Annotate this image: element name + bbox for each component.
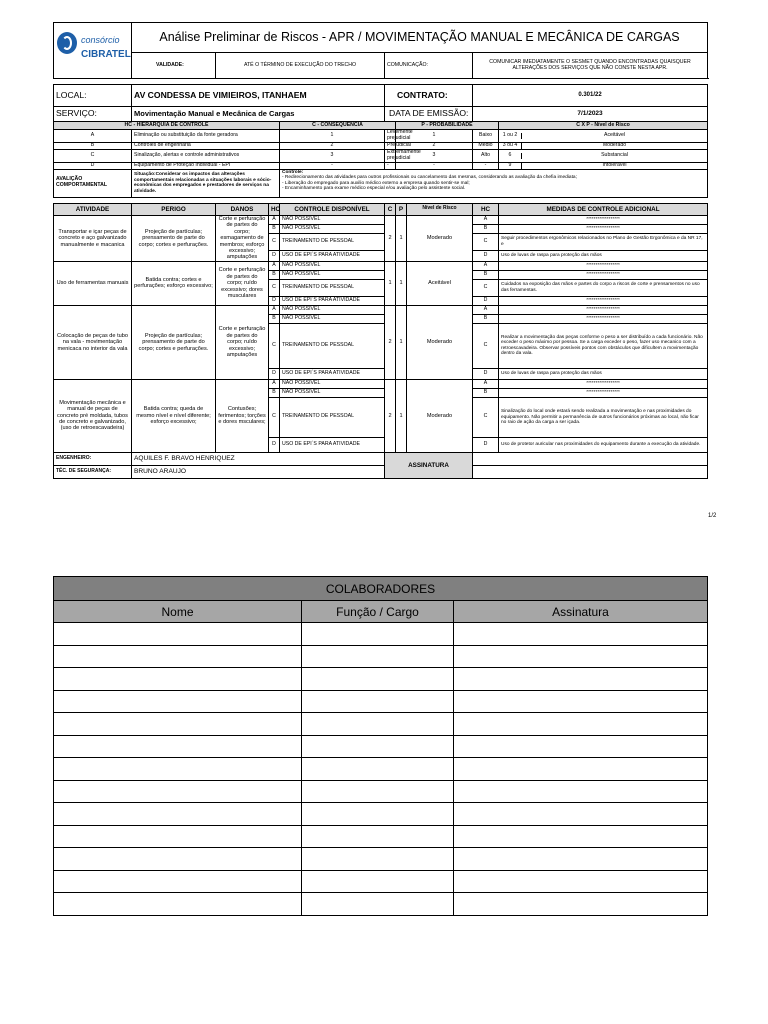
activity-nivel: Moderado: [407, 215, 473, 261]
colaborador-funcao-cell[interactable]: [302, 825, 454, 848]
legend-cxp: [499, 149, 708, 162]
control-text: USO DE EPI´S PARA ATIVIDADE: [280, 296, 385, 305]
local-label: LOCAL:: [54, 85, 132, 107]
colaborador-nome-cell[interactable]: [54, 690, 302, 713]
legend-cxp: [499, 142, 708, 149]
colaborador-funcao-cell[interactable]: [302, 758, 454, 781]
legend-cxp-code: 1 ou 2: [499, 133, 522, 139]
engenheiro-label: ENGENHEIRO:: [54, 452, 132, 465]
colaborador-row: [54, 713, 708, 736]
colaborador-row: [54, 735, 708, 758]
controle-line: - Liberação do empregado para auxilio médico externo a empresa quando sentir-se mal;: [282, 180, 470, 186]
control-text: NÃO POSSÍVEL: [280, 305, 385, 314]
legend-p-desc: Médio: [473, 142, 499, 149]
control-hc: B: [269, 388, 280, 397]
legend-cxp: [499, 162, 708, 169]
measure-text: Uso de luvas de raspa para proteção das mãos: [499, 368, 708, 379]
legend-cxp-desc: Intolerável: [602, 161, 627, 168]
legend-cxp-code: 6: [499, 153, 522, 159]
colaborador-assinatura-cell[interactable]: [454, 848, 708, 871]
colaborador-assinatura-cell[interactable]: [454, 623, 708, 646]
colaborador-assinatura-cell[interactable]: [454, 645, 708, 668]
colaborador-funcao-cell[interactable]: [302, 893, 454, 916]
colaborador-assinatura-cell[interactable]: [454, 713, 708, 736]
assinatura-engenheiro[interactable]: [473, 452, 708, 465]
activity-atividade: Transportar e içar peças de concreto e aço galvanizado manualmente e macanica: [54, 215, 132, 261]
col-assinatura: Assinatura: [454, 601, 708, 623]
legend-cxp-code: 3 ou 4: [499, 143, 522, 149]
control-text: TREINAMENTO DE PESSOAL: [280, 279, 385, 296]
measure-hc: B: [473, 270, 499, 279]
measure-text: ******************: [499, 314, 708, 323]
activity-c: 2: [385, 379, 396, 452]
measure-hc: D: [473, 250, 499, 261]
legend-hc-desc: Controles de engenharia: [132, 142, 280, 149]
colaborador-row: [54, 758, 708, 781]
activity-perigo: Batida contra; cortes e perfurações; esforço excessivo;: [132, 261, 216, 305]
measure-hc: D: [473, 296, 499, 305]
legend-c-code: -: [280, 162, 385, 169]
measure-text: ******************: [499, 270, 708, 279]
activity-atividade: Uso de ferramentas manuais: [54, 261, 132, 305]
measure-text: Cuidados na exposição das mãos e partes do corpo a riscos de corte e prensamentos no uso das ferramentas.: [499, 279, 708, 296]
control-hc: C: [269, 279, 280, 296]
measure-hc: B: [473, 224, 499, 233]
control-hc: A: [269, 215, 280, 224]
activity-danos: Corte e perfuração de partes do corpo; esmagamento de membros; esforço excessivo; amputações: [216, 215, 269, 261]
colaborador-funcao-cell[interactable]: [302, 623, 454, 646]
colaborador-funcao-cell[interactable]: [302, 870, 454, 893]
legend-cxp-desc: Aceitável: [603, 131, 626, 138]
control-text: USO DE EPI´S PARA ATIVIDADE: [280, 368, 385, 379]
col-perigo: PERIGO: [132, 203, 216, 215]
colaborador-funcao-cell[interactable]: [302, 690, 454, 713]
activity-danos: Corte e perfuração de partes do corpo; ruído excessivo; amputações: [216, 305, 269, 379]
control-hc: D: [269, 296, 280, 305]
control-hc: C: [269, 397, 280, 437]
activity-c: 1: [385, 261, 396, 305]
contrato-value: 0.301/22: [473, 85, 708, 107]
colaborador-funcao-cell[interactable]: [302, 713, 454, 736]
measure-hc: A: [473, 305, 499, 314]
globe-icon: [57, 32, 77, 54]
legend-c-desc: -: [385, 162, 396, 169]
control-hc: B: [269, 270, 280, 279]
legend-p-code: 3: [396, 149, 473, 162]
measure-hc: C: [473, 323, 499, 368]
logo-cell: [54, 23, 132, 79]
legend-cxp-desc: Moderado: [602, 141, 627, 148]
legend-p-desc: Baixo: [473, 130, 499, 143]
colaborador-nome-cell[interactable]: [54, 870, 302, 893]
control-hc: A: [269, 379, 280, 388]
control-hc: D: [269, 368, 280, 379]
colaborador-row: [54, 690, 708, 713]
colaborador-assinatura-cell[interactable]: [454, 668, 708, 691]
measure-hc: D: [473, 368, 499, 379]
col-hc-adicional: HC: [473, 203, 499, 215]
measure-text: Seguir procedimentos ergonômicos relacionados no Plano de Gestão Ergonômica e da NR 17, e: [499, 233, 708, 250]
tecnico-label: TÉC. DE SEGURANÇA:: [54, 465, 132, 478]
emissao-value: 7/1/2023: [473, 107, 708, 122]
document-title: Análise Preliminar de Riscos - APR / MOVIMENTAÇÃO MANUAL E MECÂNICA DE CARGAS: [132, 23, 708, 53]
legend-cxp-desc: Substancial: [601, 151, 628, 158]
activity-perigo: Projeção de partículas; prensamento de parte do corpo; cortes e perfurações.: [132, 305, 216, 379]
measure-text: ******************: [499, 388, 708, 397]
tecnico-value: BRUNO ARAUJO: [132, 465, 385, 478]
legend-hc-code: B: [54, 142, 132, 149]
activity-p: 1: [396, 379, 407, 452]
colaborador-assinatura-cell[interactable]: [454, 735, 708, 758]
col-nivel: Nível de Risco: [407, 203, 473, 215]
validade-value: ATÉ O TÉRMINO DE EXECUÇÃO DO TRECHO: [216, 53, 385, 79]
legend-hc-desc: Eliminação ou substituição da fonte geradora: [132, 130, 280, 143]
colaborador-nome-cell[interactable]: [54, 825, 302, 848]
col-controle: CONTROLE DISPONÍVEL: [280, 203, 385, 215]
measure-hc: A: [473, 261, 499, 270]
consorcio-cibratel-logo: [54, 24, 131, 78]
legend-cxp: [499, 130, 708, 143]
colaborador-nome-cell[interactable]: [54, 735, 302, 758]
comunicacao-label: COMUNICAÇÃO:: [385, 53, 473, 79]
control-text: TREINAMENTO DE PESSOAL: [280, 397, 385, 437]
activity-atividade: Movimentação mecânica e manual de peças de concreto pré moldada, tubos de concreto e galvanizado, (uso de retroescavadeira): [54, 379, 132, 452]
control-text: NÃO POSSÍVEL: [280, 388, 385, 397]
colaborador-assinatura-cell[interactable]: [454, 825, 708, 848]
measure-text: Realizar a movimentação das peças conforme o peso a ser distribuído a cada funcionário. Não exceder o peso máximo por pessoa. Se a carga exceder o peso, fazer uso mecanico com a retroescavadeira. Observar possíveis pontos com obstáculos que dificultem a movimentação dentro da vala.: [499, 323, 708, 368]
controle-line: - Redirecionamento das atividades para outros profissionais ou cancelamento das mesmas, considerando as avaliação da chefia imediata;: [282, 175, 577, 181]
legend-p-code: 2: [396, 142, 473, 149]
control-text: NÃO POSSÍVEL: [280, 379, 385, 388]
measure-hc: C: [473, 397, 499, 437]
activity-c: 2: [385, 305, 396, 379]
control-text: NÃO POSSÍVEL: [280, 224, 385, 233]
colaborador-row: [54, 825, 708, 848]
legend-hc-desc: Sinalização, alertas e controle administrativos: [132, 149, 280, 162]
measure-text: ******************: [499, 296, 708, 305]
colaborador-row: [54, 780, 708, 803]
legend-c-code: 2: [280, 142, 385, 149]
col-nome: Nome: [54, 601, 302, 623]
activity-nivel: Moderado: [407, 305, 473, 379]
measure-hc: C: [473, 233, 499, 250]
servico-label: SERVIÇO:: [54, 107, 132, 122]
colaborador-row: [54, 623, 708, 646]
colaborador-funcao-cell[interactable]: [302, 735, 454, 758]
control-hc: C: [269, 323, 280, 368]
measure-hc: C: [473, 279, 499, 296]
col-medidas: MEDIDAS DE CONTROLE ADICIONAL: [499, 203, 708, 215]
legend-hc-code: A: [54, 130, 132, 143]
colaborador-nome-cell[interactable]: [54, 758, 302, 781]
activity-p: 1: [396, 215, 407, 261]
control-text: USO DE EPI´S PARA ATIVIDADE: [280, 437, 385, 452]
colaborador-assinatura-cell[interactable]: [454, 803, 708, 826]
measure-text: Sinalização do local onde estará sendo realizada a movimentação e nas proximidades do equipamento. Não permitir a permanência de outros funcionários próximas ao local, não ficar no raio de ação da carga a ser içada.: [499, 397, 708, 437]
activity-perigo: Projeção de partículas; prensamento de parte do corpo; cortes e perfurações.: [132, 215, 216, 261]
control-text: NÃO POSSÍVEL: [280, 314, 385, 323]
colaborador-nome-cell[interactable]: [54, 893, 302, 916]
hc-title: HC - HIERARQUIA DE CONTROLE: [54, 122, 280, 130]
legend-hc-code: C: [54, 149, 132, 162]
measure-hc: B: [473, 388, 499, 397]
cxp-title: C X P - Nível de Risco: [499, 122, 708, 130]
emissao-label: DATA DE EMISSÃO:: [385, 107, 473, 122]
control-hc: D: [269, 250, 280, 261]
col-p: P: [396, 203, 407, 215]
colaborador-nome-cell[interactable]: [54, 848, 302, 871]
legend-c-desc: Prejudicial: [385, 142, 396, 149]
validade-label: VALIDADE:: [132, 53, 216, 79]
colaborador-assinatura-cell[interactable]: [454, 780, 708, 803]
colaborador-funcao-cell[interactable]: [302, 780, 454, 803]
activity-nivel: Aceitável: [407, 261, 473, 305]
control-hc: D: [269, 437, 280, 452]
activity-p: 1: [396, 305, 407, 379]
measure-text: ******************: [499, 261, 708, 270]
colaborador-nome-cell[interactable]: [54, 645, 302, 668]
colaborador-nome-cell[interactable]: [54, 803, 302, 826]
measure-text: Uso de luvas de raspa para proteção das mãos: [499, 250, 708, 261]
activity-danos: Contusões; ferimentos; torções e dores msculares;: [216, 379, 269, 452]
legend-c-code: 1: [280, 130, 385, 143]
control-hc: B: [269, 224, 280, 233]
colaborador-funcao-cell[interactable]: [302, 645, 454, 668]
legend-c-code: 3: [280, 149, 385, 162]
legend-hc-desc: Equipamento de Proteção Individual - EPI: [132, 162, 280, 169]
control-text: TREINAMENTO DE PESSOAL: [280, 323, 385, 368]
engenheiro-value: AQUILES F. BRAVO HENRIQUEZ: [132, 452, 385, 465]
measure-hc: B: [473, 314, 499, 323]
measure-text: ******************: [499, 379, 708, 388]
colaborador-assinatura-cell[interactable]: [454, 758, 708, 781]
brand-line1: consórcio: [81, 34, 120, 45]
assinatura-label: ASSINATURA: [385, 452, 473, 478]
activity-c: 2: [385, 215, 396, 261]
col-c: C: [385, 203, 396, 215]
colaboradores-title: COLABORADORES: [54, 577, 708, 601]
apr-form: [53, 22, 708, 479]
colaborador-nome-cell[interactable]: [54, 713, 302, 736]
contrato-label: CONTRATO:: [385, 85, 473, 107]
avaliacao-label: AVALIÇÃO COMPORTAMENTAL: [54, 169, 132, 197]
c-title: C - CONSEQUÊNCIA: [280, 122, 396, 130]
activity-nivel: Moderado: [407, 379, 473, 452]
colaborador-row: [54, 668, 708, 691]
legend-c-desc: Levemente prejudicial: [385, 130, 396, 143]
controle-line: - Encaminhamento para exame médico especial e/ou avaliação pelo assistente social.: [282, 186, 466, 192]
colaborador-nome-cell[interactable]: [54, 668, 302, 691]
brand-line2: CIBRATEL: [81, 48, 131, 60]
measure-text: ******************: [499, 215, 708, 224]
colaboradores-table: [53, 576, 708, 916]
p-title: P - PROBABILIDADE: [396, 122, 499, 130]
controle-title: Controle:: [282, 169, 304, 175]
control-hc: A: [269, 305, 280, 314]
colaborador-assinatura-cell[interactable]: [454, 893, 708, 916]
colaborador-nome-cell[interactable]: [54, 623, 302, 646]
control-text: NÃO POSSÍVEL: [280, 270, 385, 279]
colaborador-row: [54, 848, 708, 871]
colaborador-funcao-cell[interactable]: [302, 668, 454, 691]
activity-perigo: Batida contra; queda de mesmo nível e nível diferente; esforço excessivo;: [132, 379, 216, 452]
activity-danos: Corte e perfuração de partes do corpo; ruído excessivo; dores musculares: [216, 261, 269, 305]
measure-hc: D: [473, 437, 499, 452]
legend-cxp-code: 9: [499, 163, 522, 169]
avaliacao-controle: [280, 169, 708, 197]
colaborador-assinatura-cell[interactable]: [454, 690, 708, 713]
control-text: TREINAMENTO DE PESSOAL: [280, 233, 385, 250]
comunicacao-value: COMUNICAR IMEDIATAMENTE O SESMET QUANDO ENCONTRADAS QUAISQUER ALTERAÇÕES DOS SERVIÇOS QUE NÃO CONSTE NESTA APR.: [473, 53, 708, 79]
activity-atividade: Colocação de peças de tubo na vala - movimentação menicaca no interior da vala: [54, 305, 132, 379]
colaborador-row: [54, 870, 708, 893]
control-text: USO DE EPI´S PARA ATIVIDADE: [280, 250, 385, 261]
col-atividade: ATIVIDADE: [54, 203, 132, 215]
colaborador-nome-cell[interactable]: [54, 780, 302, 803]
col-funcao: Função / Cargo: [302, 601, 454, 623]
legend-c-desc: Extremamente prejudicial: [385, 149, 396, 162]
activity-p: 1: [396, 261, 407, 305]
control-hc: B: [269, 314, 280, 323]
legend-p-code: -: [396, 162, 473, 169]
control-text: NÃO POSSÍVEL: [280, 261, 385, 270]
legend-hc-code: D: [54, 162, 132, 169]
control-text: NÃO POSSÍVEL: [280, 215, 385, 224]
colaborador-row: [54, 893, 708, 916]
measure-hc: A: [473, 379, 499, 388]
colaborador-funcao-cell[interactable]: [302, 848, 454, 871]
colaborador-assinatura-cell[interactable]: [454, 870, 708, 893]
col-hc: HC: [269, 203, 280, 215]
assinatura-tecnico[interactable]: [473, 465, 708, 478]
control-hc: A: [269, 261, 280, 270]
colaborador-funcao-cell[interactable]: [302, 803, 454, 826]
measure-text: Uso de protetor auricular nas proximidades do equipamento durante a execução da atividade.: [499, 437, 708, 452]
colaborador-row: [54, 803, 708, 826]
measure-text: ******************: [499, 224, 708, 233]
servico-value: Movimentação Manual e Mecânica de Cargas: [132, 107, 385, 122]
legend-p-code: 1: [396, 130, 473, 143]
avaliacao-situacao: Situação:Considerar os impactos das alterações comportamentais relacionadas a situações laborais e sócio-econômicas dos empregados e prestadores de serviços na atividade.: [132, 169, 280, 197]
control-hc: C: [269, 233, 280, 250]
legend-p-desc: Alto: [473, 149, 499, 162]
legend-p-desc: -: [473, 162, 499, 169]
page-number: 1/2: [708, 513, 717, 519]
colaborador-row: [54, 645, 708, 668]
col-danos: DANOS: [216, 203, 269, 215]
measure-text: ******************: [499, 305, 708, 314]
local-value: AV CONDESSA DE VIMIEIROS, ITANHAEM: [132, 85, 385, 107]
measure-hc: A: [473, 215, 499, 224]
